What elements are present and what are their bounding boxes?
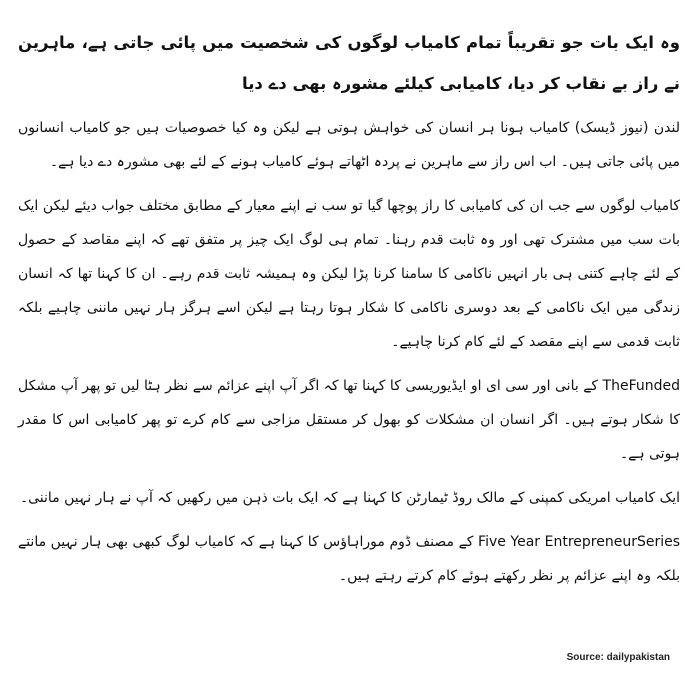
article-paragraph-consistency: کامیاب لوگوں سے جب ان کی کامیابی کا راز پوچھا گیا تو سب نے اپنے معیار کے مطابق مختلف جواب دیئے لیکن ایک بات سب میں مشترک تھی اور وہ ثابت قدم رہنا۔ تمام ہی لوگ ایک چیز پر متفق تھے کہ اپنے مقاصد کے حصول کے لئے چاہے کتنی ہی بار انہیں ناکامی کا سامنا کرنا پڑا لیکن وہ ہمیشہ ثابت قدم رہے۔ ان کا کہنا تھا کہ انسان زندگی میں ایک ناکامی کے بعد دوسری ناکامی کا شکار ہوتا رہتا ہے لیکن اسے ہرگز ہار نہیں ماننی چاہیے بلکہ ثابت قدمی سے اپنے مقصد کے لئے کام کرنا چاہیے۔ [18, 198, 680, 350]
article-headline: وہ ایک بات جو تقریباً تمام کامیاب لوگوں کی شخصیت میں پائی جاتی ہے، ماہرین نے راز بے نقاب کر دیا، کامیابی کیلئے مشورہ بھی دے دیا [18, 33, 680, 93]
article-paragraph-company-owner: ایک کامیاب امریکی کمپنی کے مالک روڈ ٹیمارٹن کا کہنا ہے کہ ایک بات ذہن میں رکھیں کہ آپ نے ہار نہیں ماننی۔ [19, 490, 680, 506]
article-source: Source: dailypakistan [566, 652, 670, 663]
article-paragraph-thefunded: TheFunded کے بانی اور سی ای او ایڈیوریسی کا کہنا تھا کہ اگر آپ اپنے عزائم سے نظر ہٹا لیں تو پھر آپ مشکل کا شکار ہوتے ہیں۔ اگر انسان ان مشکلات کو بھول کر مستقل مزاجی سے کام کرے تو پھر کامیابی اس کا مقدر ہوتی ہے۔ [18, 378, 680, 462]
article-paragraph-intro: لندن (نیوز ڈیسک) کامیاب ہونا ہر انسان کی خواہش ہوتی ہے لیکن وہ کیا خصوصیات ہیں جو کامیاب انسانوں میں پائی جاتی ہیں۔ اب اس راز سے ماہرین نے پردہ اٹھاتے ہوئے کامیاب ہونے کے لئے بھی مشورہ دے دیا ہے۔ [18, 120, 680, 170]
article-paragraph-author: Five Year EntrepreneurSeries کے مصنف ڈوم موراہاؤس کا کہنا ہے کہ کامیاب لوگ کبھی بھی ہار نہیں مانتے بلکہ وہ اپنے عزائم پر نظر رکھتے ہوئے کام کرتے رہتے ہیں۔ [18, 534, 681, 584]
article [18, 22, 680, 603]
